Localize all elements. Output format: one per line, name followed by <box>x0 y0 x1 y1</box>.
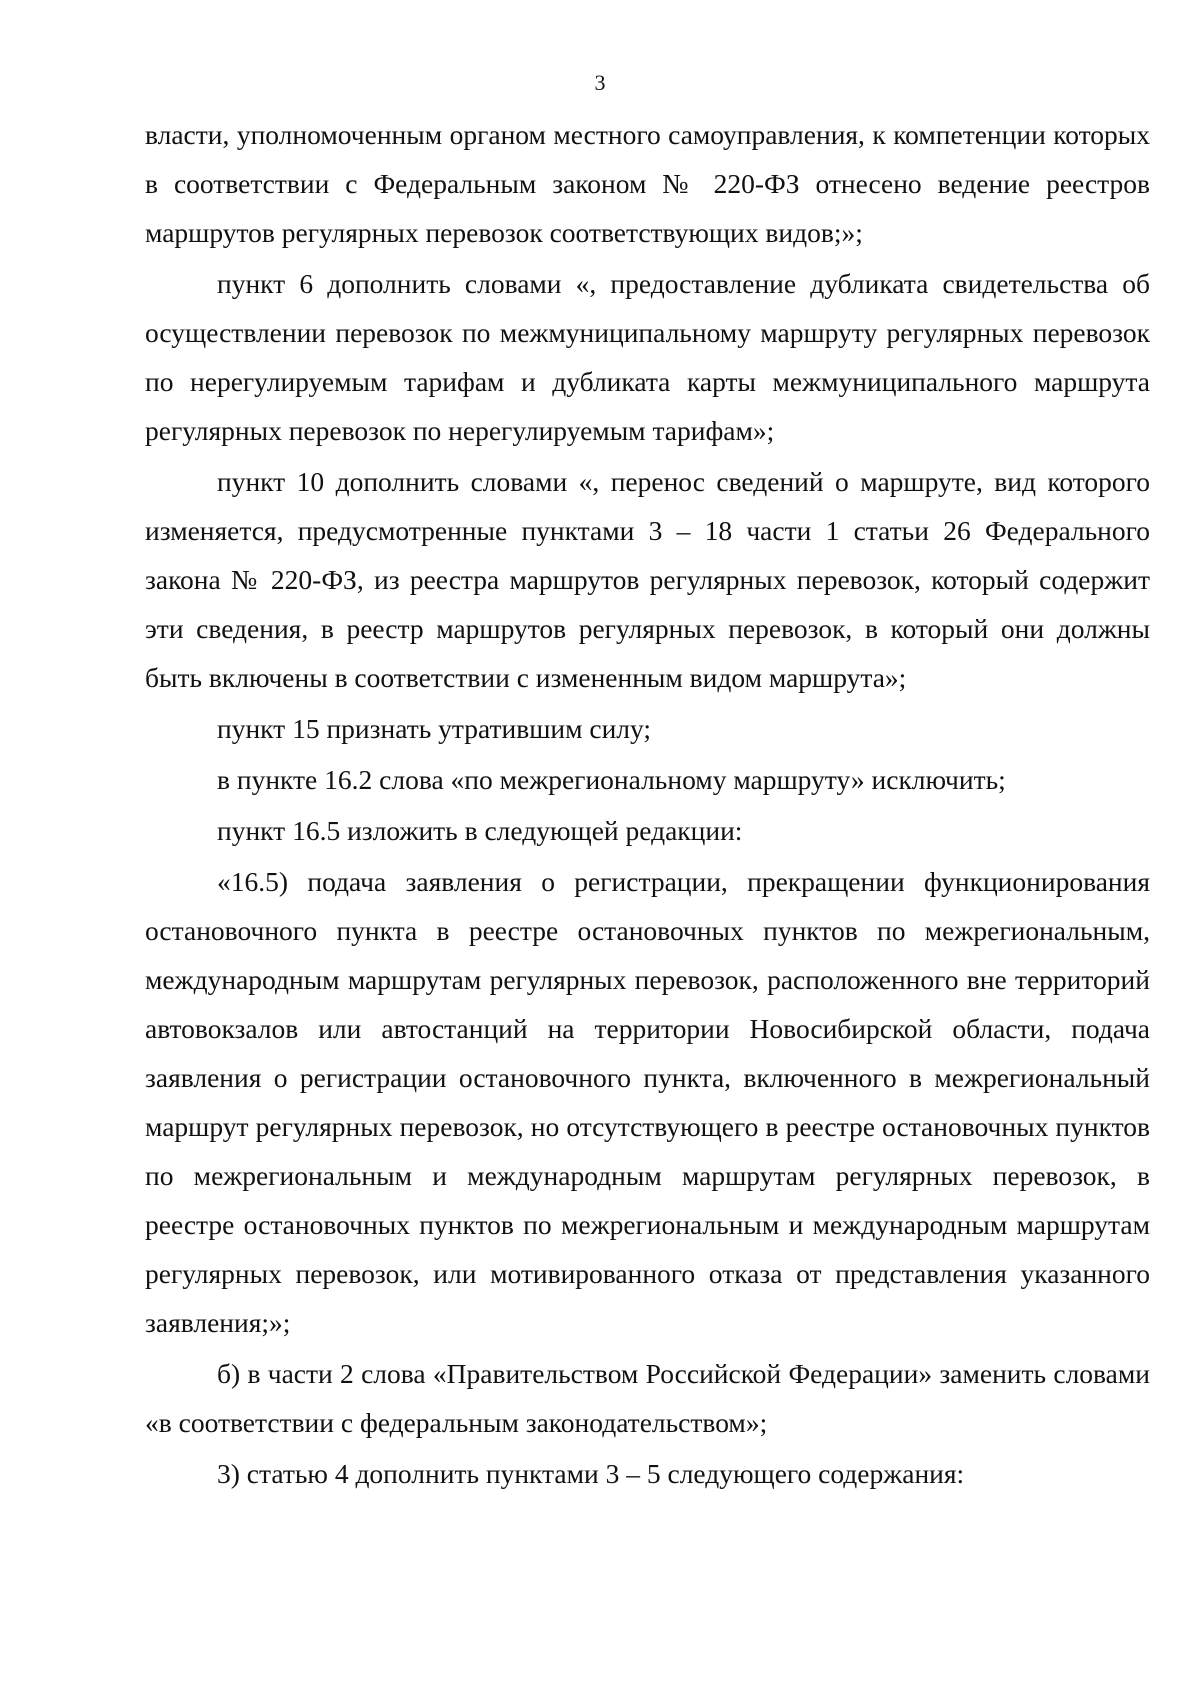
paragraph-item-16-5-text: «16.5) подача заявления о регистрации, прекращении функционирования остановочного пункта в реестре остановочных пунктов по межрегиональным, международным маршрутам регулярных перевозок, расположенного вне территорий автовокзалов или автостанций на территории Новосибирской области, подача заявления о регистрации остановочного пункта, включенного в межрегиональный маршрут регулярных перевозок, но отсутствующего в реестре остановочных пунктов по межрегиональным и международным маршрутам регулярных перевозок, в реестре остановочных пунктов по межрегиональным и международным маршрутам регулярных перевозок, или мотивированного отказа от представления указанного заявления;»; <box>145 866 1150 1338</box>
paragraph-item-15: пункт 15 признать утратившим силу; <box>217 713 652 744</box>
paragraph-part-2: б) в части 2 слова «Правительством Российской Федерации» заменить словами «в соответствии с федеральным законодательством»; <box>145 1358 1150 1438</box>
paragraph-item-10: пункт 10 дополнить словами «, перенос сведений о маршруте, вид которого изменяется, предусмотренные пунктами 3 – 18 части 1 статьи 26 Федерального закона № 220-ФЗ, из реестра маршрутов регулярных перевозок, который содержит эти сведения, в реестр маршрутов регулярных перевозок, в который они должны быть включены в соответствии с измененным видом маршрута»; <box>145 466 1150 693</box>
page-number: 3 <box>594 70 606 95</box>
paragraph-item-16-5-intro: пункт 16.5 изложить в следующей редакции: <box>217 815 743 846</box>
document-body <box>145 110 1150 1500</box>
paragraph-article-4: 3) статью 4 дополнить пунктами 3 – 5 следующего содержания: <box>217 1458 965 1489</box>
paragraph-item-6: пункт 6 дополнить словами «, предоставление дубликата свидетельства об осуществлении перевозок по межмуниципальному маршруту регулярных перевозок по нерегулируемым тарифам и дубликата карты межмуниципального маршрута регулярных перевозок по нерегулируемым тарифам»; <box>145 268 1150 446</box>
paragraph-item-16-2: в пункте 16.2 слова «по межрегиональному маршруту» исключить; <box>217 764 1006 795</box>
paragraph-continuation: власти, уполномоченным органом местного самоуправления, к компетенции которых в соответствии с Федеральным законом № 220-ФЗ отнесено ведение реестров маршрутов регулярных перевозок соответствующих видов;»; <box>145 119 1150 248</box>
